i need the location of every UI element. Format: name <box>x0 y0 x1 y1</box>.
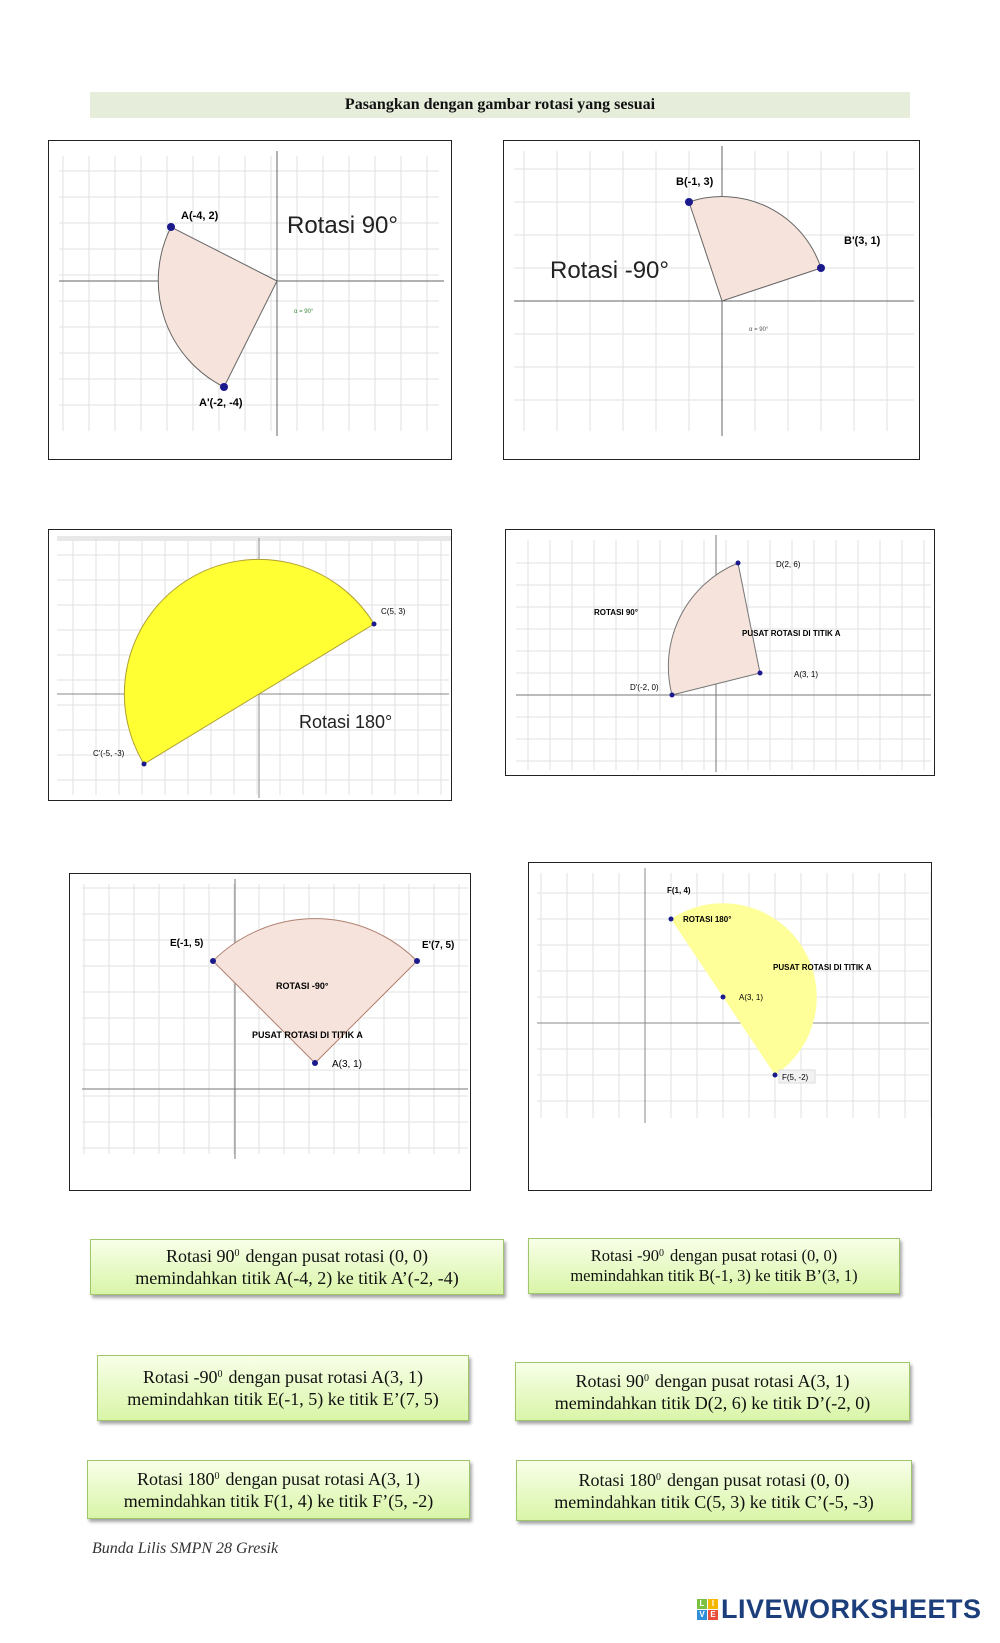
card-line2: memindahkan titik F(1, 4) ke titik F’(5, -2) <box>123 1490 434 1511</box>
liveworksheets-logo <box>697 1594 982 1625</box>
point-f-prime[interactable] <box>773 1073 778 1078</box>
card-line1 <box>88 1468 469 1490</box>
point-a-center[interactable] <box>721 995 726 1000</box>
card-degree-sup: 0 <box>656 1471 662 1483</box>
card-center: dengan pusat rotasi A(3, 1) <box>225 1468 420 1489</box>
caption: ROTASI -90° <box>276 981 329 991</box>
point-b-prime[interactable] <box>817 264 825 272</box>
point-e[interactable] <box>210 958 216 964</box>
caption: ROTASI 90° <box>594 608 638 617</box>
label-d-prime: D'(-2, 0) <box>630 683 659 692</box>
card-degree-sup: 0 <box>659 1248 665 1259</box>
card-degree-sup: 0 <box>214 1470 220 1482</box>
label-e-prime: E'(7, 5) <box>422 940 455 951</box>
card-degree: Rotasi 90 <box>575 1370 645 1391</box>
label-d: D(2, 6) <box>776 560 801 569</box>
label-b-prime: B'(3, 1) <box>844 235 881 247</box>
coordinate-plane <box>49 530 452 801</box>
label-f-prime: F(5, -2) <box>782 1073 809 1082</box>
card-degree-sup: 0 <box>234 1248 240 1259</box>
point-f[interactable] <box>669 917 674 922</box>
card-line1 <box>517 1469 911 1491</box>
point-c[interactable] <box>372 622 377 627</box>
logo-block-l: L <box>697 1599 707 1609</box>
answer-card-rotneg90-center-a[interactable] <box>97 1355 469 1421</box>
card-line2: memindahkan titik B(-1, 3) ke titik B’(3, 1) <box>570 1266 858 1285</box>
label-c-prime: C'(-5, -3) <box>93 749 125 758</box>
coordinate-plane <box>49 141 452 460</box>
label-b: B(-1, 3) <box>676 176 714 188</box>
card-center: dengan pusat rotasi A(3, 1) <box>228 1367 423 1387</box>
caption: Rotasi 180° <box>299 712 393 732</box>
coordinate-plane <box>70 874 471 1191</box>
card-degree: Rotasi 180 <box>578 1469 657 1490</box>
graph-rotation-90-origin[interactable] <box>48 140 452 460</box>
label-f: F(1, 4) <box>667 886 691 895</box>
graph-rotation-neg90-origin[interactable] <box>503 140 920 460</box>
coordinate-plane <box>504 141 920 460</box>
angle-label: α = 90° <box>749 327 769 333</box>
card-degree-sup: 0 <box>217 1369 223 1380</box>
card-line1 <box>91 1245 503 1267</box>
caption: Rotasi -90° <box>550 257 669 284</box>
center-note: PUSAT ROTASI DI TITIK A <box>252 1030 363 1040</box>
label-e: E(-1, 5) <box>170 938 204 949</box>
answer-card-rot180-center-a[interactable] <box>87 1460 470 1519</box>
graph-rotation-neg90-center-a[interactable] <box>69 873 471 1191</box>
card-center: dengan pusat rotasi (0, 0) <box>670 1246 838 1265</box>
card-line2: memindahkan titik A(-4, 2) ke titik A’(-2, -4) <box>135 1268 459 1288</box>
card-line1 <box>98 1366 468 1388</box>
coordinate-plane <box>506 530 935 776</box>
card-degree: Rotasi 90 <box>166 1246 235 1266</box>
point-c-prime[interactable] <box>142 762 147 767</box>
angle-label: α = 90° <box>294 309 314 315</box>
answer-card-rot180-origin[interactable] <box>516 1460 912 1521</box>
center-note: PUSAT ROTASI DI TITIK A <box>773 963 872 972</box>
point-a[interactable] <box>167 223 175 231</box>
card-center: dengan pusat rotasi (0, 0) <box>667 1469 850 1490</box>
label-c: C(5, 3) <box>381 607 406 616</box>
answer-card-rotneg90-origin[interactable] <box>528 1238 900 1294</box>
logo-block-v: V <box>697 1610 707 1620</box>
point-a-center[interactable] <box>758 671 763 676</box>
point-d-prime[interactable] <box>670 693 675 698</box>
card-line2: memindahkan titik C(5, 3) ke titik C’(-5, -3) <box>554 1491 874 1512</box>
center-note: PUSAT ROTASI DI TITIK A <box>742 629 841 638</box>
logo-block-i: I <box>708 1599 718 1609</box>
worksheet-title: Pasangkan dengan gambar rotasi yang sesuai <box>90 92 910 118</box>
label-a: A(3, 1) <box>739 993 764 1002</box>
card-line1 <box>516 1370 909 1392</box>
label-a-prime: A'(-2, -4) <box>199 397 243 409</box>
caption: Rotasi 90° <box>287 212 398 239</box>
card-line2: memindahkan titik D(2, 6) ke titik D’(-2, 0) <box>554 1392 871 1413</box>
point-a-prime[interactable] <box>220 383 228 391</box>
card-center: dengan pusat rotasi A(3, 1) <box>655 1370 850 1391</box>
point-a-center[interactable] <box>312 1060 318 1066</box>
label-a: A(-4, 2) <box>181 210 219 222</box>
label-a: A(3, 1) <box>332 1059 363 1070</box>
card-degree: Rotasi 180 <box>137 1468 215 1489</box>
caption: ROTASI 180° <box>683 915 732 924</box>
card-degree-sup: 0 <box>644 1372 650 1384</box>
graph-rotation-180-origin[interactable] <box>48 529 452 801</box>
logo-blocks-icon <box>697 1599 718 1620</box>
logo-text: LIVEWORKSHEETS <box>721 1594 982 1624</box>
author-credit: Bunda Lilis SMPN 28 Gresik <box>92 1540 279 1557</box>
card-center: dengan pusat rotasi (0, 0) <box>245 1246 428 1266</box>
card-line1 <box>529 1246 899 1266</box>
label-a: A(3, 1) <box>794 670 819 679</box>
card-degree: Rotasi -90 <box>143 1367 218 1387</box>
graph-rotation-90-center-a[interactable] <box>505 529 935 776</box>
graph-rotation-180-center-a[interactable] <box>528 862 932 1191</box>
point-d[interactable] <box>736 561 741 566</box>
point-b[interactable] <box>685 198 693 206</box>
answer-card-rot90-origin[interactable] <box>90 1239 504 1295</box>
answer-card-rot90-center-a[interactable] <box>515 1362 910 1421</box>
logo-block-e: E <box>708 1610 718 1620</box>
card-degree: Rotasi -90 <box>590 1246 660 1265</box>
coordinate-plane <box>529 863 932 1191</box>
card-line2: memindahkan titik E(-1, 5) ke titik E’(7, 5) <box>127 1389 439 1409</box>
point-e-prime[interactable] <box>414 958 420 964</box>
